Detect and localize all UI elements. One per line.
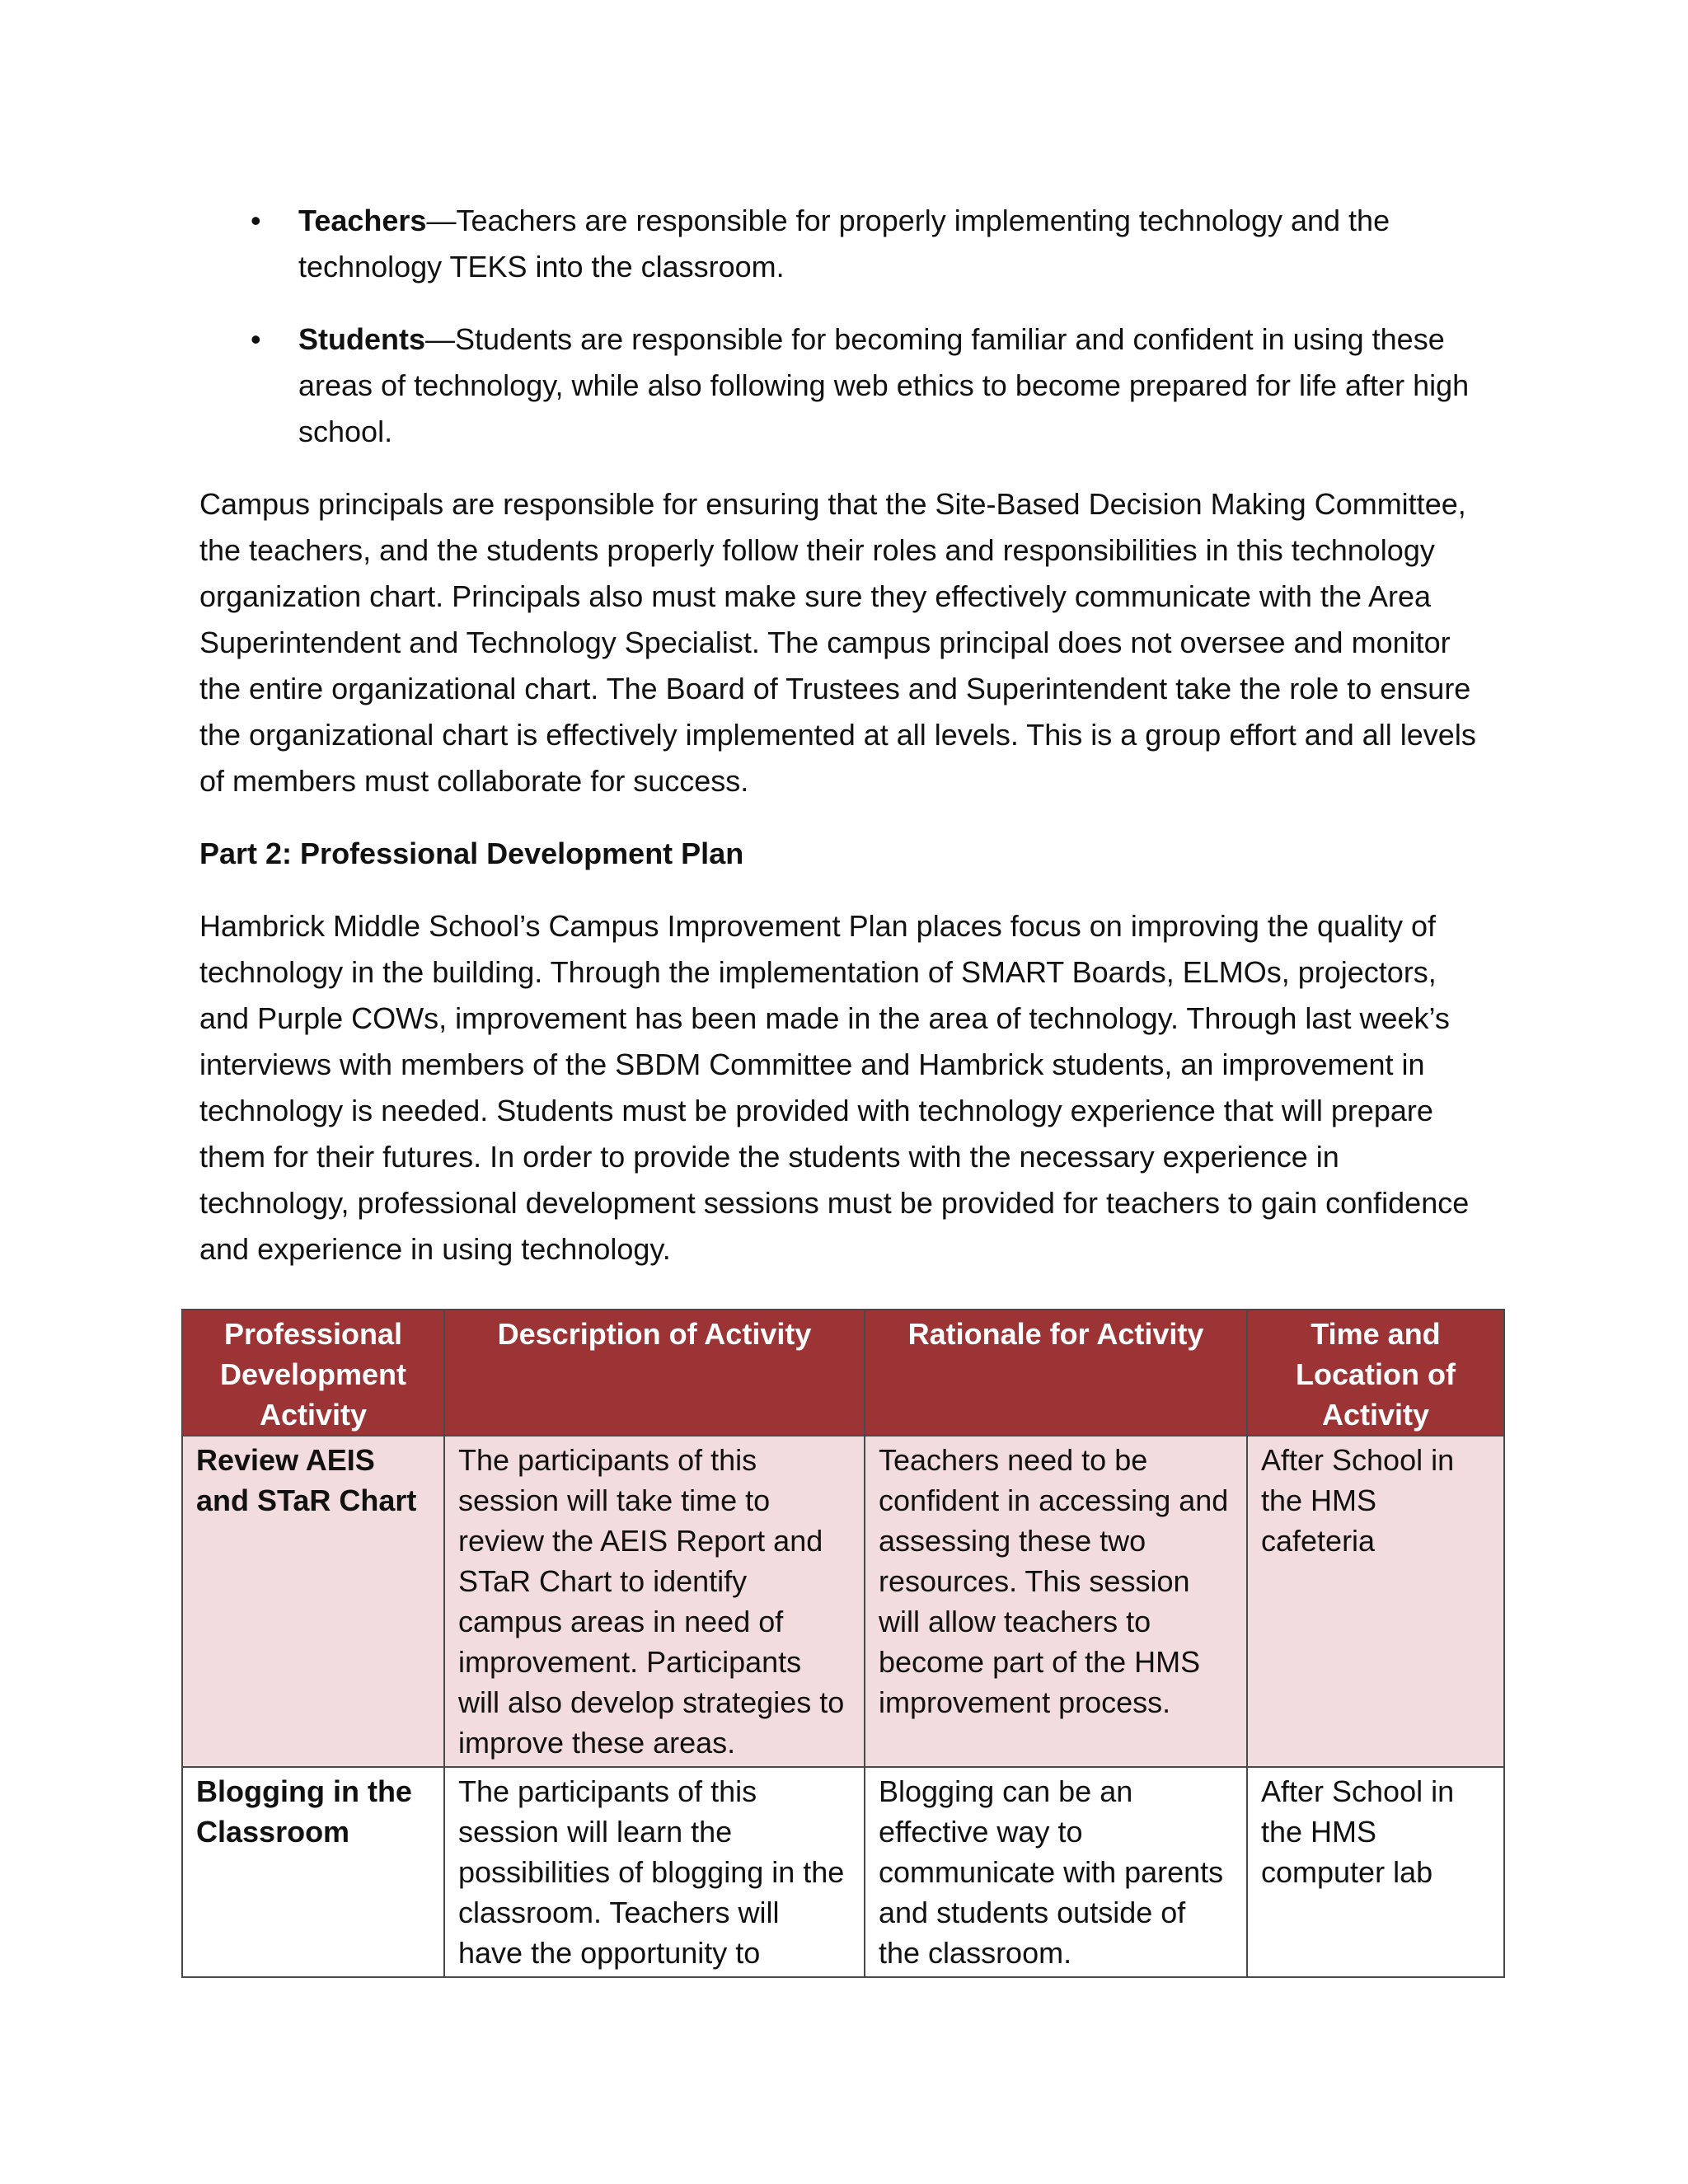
- cell-rationale: Teachers need to be confident in accessing and assessing these two resources. This session will allow teachers to become part of the HMS improvement process.: [865, 1436, 1247, 1767]
- table-header-row: [182, 1310, 1504, 1436]
- header-rationale: Rationale for Activity: [865, 1310, 1247, 1436]
- bullet-term: Teachers: [298, 204, 427, 237]
- bullet-teachers: [199, 198, 1492, 290]
- cell-activity: Blogging in the Classroom: [182, 1767, 444, 1977]
- table-row: [182, 1767, 1504, 1977]
- bullet-text: —Teachers are responsible for properly implementing technology and the technology TEKS into the classroom.: [298, 204, 1390, 284]
- roles-bullet-list: [199, 198, 1492, 455]
- table-row: [182, 1436, 1504, 1767]
- professional-development-table: [181, 1309, 1505, 1978]
- cell-time-location: After School in the HMS cafeteria: [1247, 1436, 1504, 1767]
- bullet-dot-icon: •: [251, 322, 261, 356]
- header-activity: Professional Development Activity: [182, 1310, 444, 1436]
- bullet-dot-icon: •: [251, 204, 261, 237]
- bullet-term: Students: [298, 322, 426, 356]
- cell-time-location: After School in the HMS computer lab: [1247, 1767, 1504, 1977]
- document-page: [199, 198, 1492, 1299]
- section-heading: Part 2: Professional Development Plan: [199, 837, 744, 870]
- header-time-location: Time and Location of Activity: [1247, 1310, 1504, 1436]
- cell-description: The participants of this session will take time to review the AEIS Report and STaR Chart to identify campus areas in need of improvement. Participants will also develop strategies to improve these areas.: [444, 1436, 865, 1767]
- principals-paragraph: Campus principals are responsible for ensuring that the Site-Based Decision Making Committee, the teachers, and the students properly follow their roles and responsibilities in this technology organization chart. Principals also must make sure they effectively communicate with the Area Superintendent and Technology Specialist. The campus principal does not oversee and monitor the entire organizational chart. The Board of Trustees and Superintendent take the role to ensure the organizational chart is effectively implemented at all levels. This is a group effort and all levels of members must collaborate for success.: [199, 487, 1476, 798]
- cell-description: The participants of this session will learn the possibilities of blogging in the classroom. Teachers will have the opportunity to: [444, 1767, 865, 1977]
- cell-rationale: Blogging can be an effective way to communicate with parents and students outside of the classroom.: [865, 1767, 1247, 1977]
- bullet-students: [199, 316, 1492, 455]
- header-description: Description of Activity: [444, 1310, 865, 1436]
- improvement-plan-paragraph: Hambrick Middle School’s Campus Improvement Plan places focus on improving the quality of technology in the building. Through the implementation of SMART Boards, ELMOs, projectors, and Purple COWs, improvement has been made in the area of technology. Through last week’s interviews with members of the SBDM Committee and Hambrick students, an improvement in technology is needed. Students must be provided with technology experience that will prepare them for their futures. In order to provide the students with the necessary experience in technology, professional development sessions must be provided for teachers to gain confidence and experience in using technology.: [199, 909, 1470, 1266]
- bullet-text: —Students are responsible for becoming familiar and confident in using these areas of technology, while also following web ethics to become prepared for life after high school.: [298, 322, 1470, 448]
- cell-activity: Review AEIS and STaR Chart: [182, 1436, 444, 1767]
